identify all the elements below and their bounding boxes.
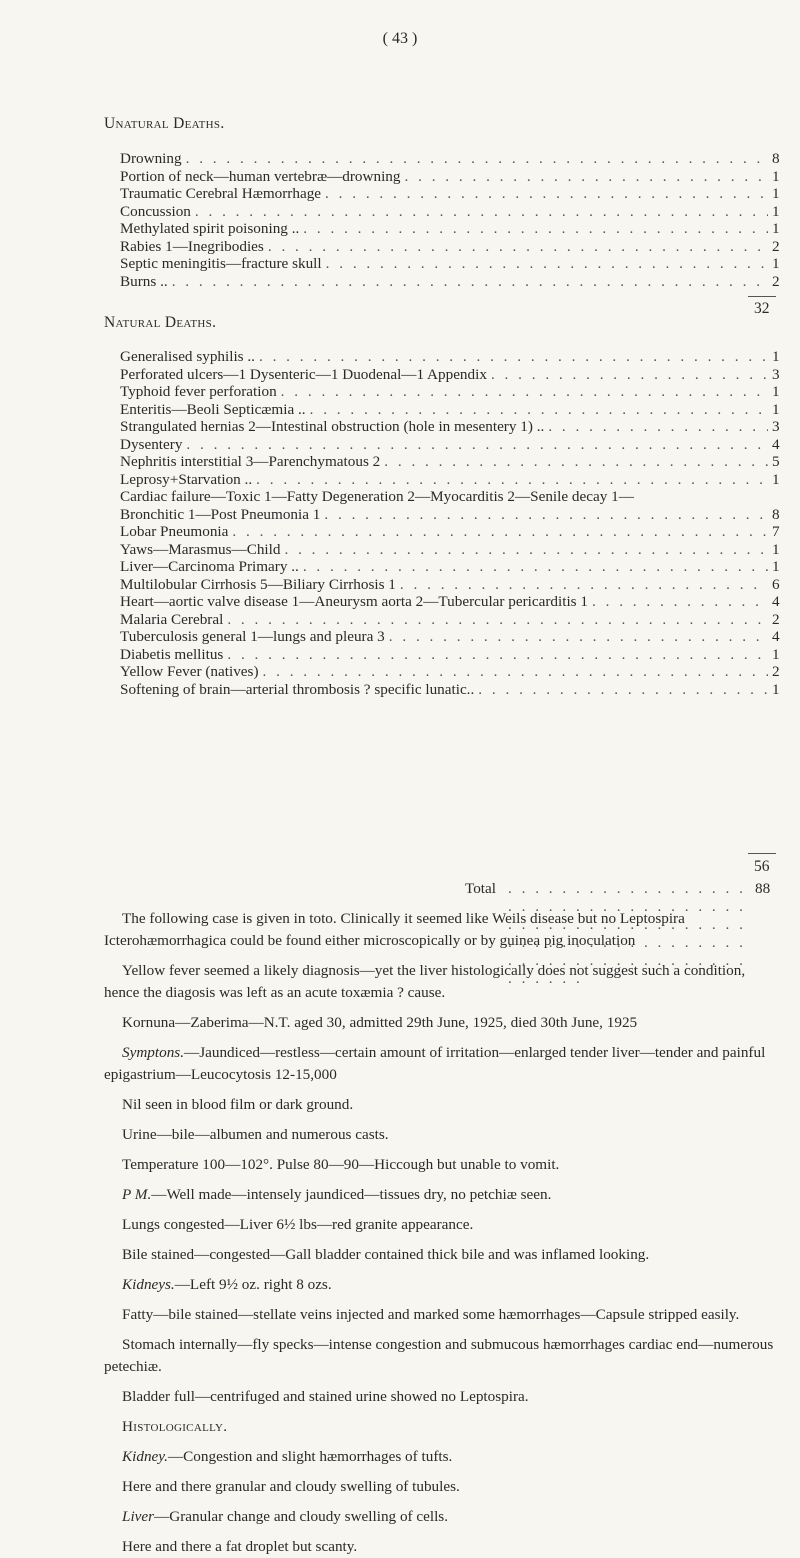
entry-label: Methylated spirit poisoning .. — [120, 220, 300, 237]
list-item — [120, 506, 800, 524]
dot-leader — [325, 185, 768, 203]
dot-leader — [227, 646, 768, 664]
subtotal-rule — [748, 296, 776, 297]
entry-label: Tuberculosis general 1—lungs and pleura 3 — [120, 628, 385, 645]
list-item — [120, 541, 800, 559]
entry-count: 1 — [772, 220, 780, 237]
entry-label: Dysentery — [120, 435, 183, 453]
subtotal-rule — [748, 853, 776, 854]
paragraph: The following case is given in toto. Clinically it seemed like Weils disease but no Leptospira Icterohæmorrhagica could be found either microscopically or by guinea pig inoculation — [104, 910, 685, 949]
list-item — [120, 436, 800, 454]
entry-label: Yaws—Marasmus—Child — [120, 540, 281, 558]
symptoms-text: —Jaundiced—restless—certain amount of irritation—enlarged tender liver—tender and painful epigastrium—Leucocytosis 12-15,000 — [104, 1044, 766, 1083]
dot-leader — [310, 401, 768, 419]
entry-count: 3 — [772, 418, 780, 435]
paragraph: Here and there granular and cloudy swelling of tubules. — [122, 1478, 460, 1495]
entry-count: 1 — [772, 540, 780, 558]
liver-text: —Granular change and cloudy swelling of cells. — [154, 1508, 449, 1525]
entry-count: 1 — [772, 558, 780, 575]
list-item — [120, 220, 800, 238]
dot-leader — [384, 453, 768, 471]
kidney-text: —Congestion and slight hæmorrhages of tufts. — [167, 1448, 453, 1465]
list-item — [120, 203, 800, 221]
paragraph: Fatty—bile stained—stellate veins injected and marked some hæmorrhages—Capsule stripped easily. — [122, 1306, 740, 1323]
paragraph: Nil seen in blood film or dark ground. — [122, 1096, 354, 1113]
case-report — [104, 908, 784, 1558]
list-item — [120, 611, 800, 629]
dot-leader — [186, 150, 768, 168]
paragraph: Urine—bile—albumen and numerous casts. — [122, 1126, 389, 1143]
entry-label: Concussion — [120, 202, 191, 220]
dot-leader — [324, 506, 768, 524]
entry-label: Liver—Carcinoma Primary .. — [120, 558, 299, 575]
entry-count: 1 — [772, 167, 780, 185]
entry-count: 8 — [772, 505, 780, 523]
entry-count: 2 — [772, 610, 780, 628]
entry-label: Generalised syphilis .. — [120, 348, 255, 365]
list-item — [120, 523, 800, 541]
entry-count: 4 — [772, 628, 780, 645]
entry-label: Cardiac failure—Toxic 1—Fatty Degeneration 2—Myocarditis 2—Senile decay 1— — [120, 488, 634, 505]
entry-label: Malaria Cerebral — [120, 610, 224, 628]
dot-leader — [227, 611, 768, 629]
entry-count: 1 — [772, 348, 780, 365]
natural-deaths-list — [120, 348, 800, 698]
entry-count: 2 — [772, 272, 780, 290]
paragraph: Stomach internally—fly specks—intense congestion and submucous hæmorrhages cardiac end—numerous petechiæ. — [104, 1336, 774, 1375]
entry-label: Drowning — [120, 150, 182, 167]
list-item — [120, 593, 800, 611]
entry-count: 1 — [772, 255, 780, 272]
list-item — [120, 628, 800, 646]
paragraph: Kornuna—Zaberima—N.T. aged 30, admitted 29th June, 1925, died 30th June, 1925 — [122, 1014, 638, 1031]
paragraph: Temperature 100—102°. Pulse 80—90—Hiccough but unable to vomit. — [122, 1156, 560, 1173]
entry-count: 1 — [772, 383, 780, 400]
dot-leader — [326, 255, 768, 273]
liver-label: Liver — [122, 1508, 155, 1525]
entry-label: Diabetis mellitus — [120, 645, 224, 663]
paragraph: Bile stained—congested—Gall bladder contained thick bile and was inflamed looking. — [122, 1246, 650, 1263]
entry-count: 5 — [772, 453, 780, 470]
unnatural-deaths-list — [120, 150, 800, 290]
natural-deaths-heading: Natural Deaths. — [104, 314, 217, 331]
pm-text: —Well made—intensely jaundiced—tissues dry, no petchiæ seen. — [151, 1186, 552, 1203]
list-item — [120, 663, 800, 681]
list-item — [120, 273, 800, 291]
dot-leader — [284, 541, 768, 559]
entry-label: Perforated ulcers—1 Dysenteric—1 Duodenal—1 Appendix — [120, 365, 487, 383]
entry-count: 1 — [772, 185, 780, 202]
dot-leader — [491, 366, 768, 384]
dot-leader — [195, 203, 768, 221]
dot-leader — [263, 663, 769, 681]
dot-leader — [303, 558, 768, 576]
dot-leader — [592, 593, 768, 611]
paragraph: Yellow fever seemed a likely diagnosis—yet the liver histologically does not suggest such a condition, hence the diagosis was left as an acute toxæmia ? cause. — [104, 962, 746, 1001]
entry-count: 7 — [772, 523, 780, 540]
entry-label: Portion of neck—human vertebræ—drowning — [120, 167, 401, 185]
dot-leader — [478, 681, 768, 699]
list-item — [120, 418, 800, 436]
paragraph — [104, 1042, 784, 1086]
dot-leader — [256, 471, 768, 489]
dot-leader — [259, 348, 768, 366]
list-item — [120, 488, 800, 506]
dot-leader — [400, 576, 768, 594]
entry-count: 1 — [772, 400, 780, 418]
list-item — [120, 401, 800, 419]
list-item — [120, 646, 800, 664]
entry-count: 1 — [772, 645, 780, 663]
entry-label: Rabies 1—Inegribodies — [120, 237, 264, 255]
entry-label: Softening of brain—arterial thrombosis ? specific lunatic.. — [120, 680, 475, 698]
paragraph — [104, 1506, 784, 1528]
entry-label: Strangulated hernias 2—Intestinal obstruction (hole in mesentery 1) .. — [120, 418, 545, 435]
dot-leader — [281, 383, 768, 401]
entry-count: 2 — [772, 237, 780, 255]
list-item — [120, 150, 800, 168]
list-item — [120, 255, 800, 273]
entry-count: 4 — [772, 435, 780, 453]
dot-leader — [548, 418, 768, 436]
entry-label: Burns .. — [120, 272, 168, 290]
entry-count: 1 — [772, 680, 780, 698]
entry-label: Traumatic Cerebral Hæmorrhage — [120, 185, 322, 202]
kidneys-label: Kidneys. — [122, 1276, 175, 1293]
entry-label: Multilobular Cirrhosis 5—Biliary Cirrhosis 1 — [120, 575, 396, 593]
list-item — [120, 681, 800, 699]
entry-label: Bronchitic 1—Post Pneumonia 1 — [120, 505, 321, 523]
list-item — [120, 348, 800, 366]
entry-label: Yellow Fever (natives) — [120, 663, 259, 680]
dot-leader — [172, 273, 768, 291]
list-item — [120, 453, 800, 471]
list-item — [120, 185, 800, 203]
list-item — [120, 471, 800, 489]
list-item — [120, 558, 800, 576]
dot-leader — [186, 436, 768, 454]
paragraph: Lungs congested—Liver 6½ lbs—red granite appearance. — [122, 1216, 474, 1233]
entry-label: Typhoid fever perforation — [120, 383, 277, 400]
paragraph: Bladder full—centrifuged and stained urine showed no Leptospira. — [122, 1388, 529, 1405]
symptoms-label: Symptons. — [122, 1044, 185, 1061]
dot-leader — [232, 523, 768, 541]
list-item — [120, 366, 800, 384]
entry-label: Septic meningitis—fracture skull — [120, 255, 322, 272]
unnatural-deaths-heading: Unatural Deaths. — [104, 115, 225, 132]
dot-leader — [405, 168, 769, 186]
list-item — [120, 238, 800, 256]
paragraph — [104, 1184, 784, 1206]
entry-count: 2 — [772, 663, 780, 680]
entry-count: 8 — [772, 150, 780, 167]
dot-leader — [389, 628, 768, 646]
entry-count: 1 — [772, 202, 780, 220]
total-value: 88 — [755, 880, 771, 897]
natural-subtotal: 56 — [754, 858, 770, 875]
list-item — [120, 168, 800, 186]
kidney-label: Kidney. — [122, 1448, 168, 1465]
entry-label: Enteritis—Beoli Septicæmia .. — [120, 400, 306, 418]
histology-heading: Histologically. — [122, 1418, 228, 1435]
list-item — [120, 576, 800, 594]
paragraph: Here and there a fat droplet but scanty. — [122, 1538, 358, 1555]
entry-label: Lobar Pneumonia — [120, 523, 229, 540]
paragraph — [104, 1446, 784, 1468]
entry-count: 1 — [772, 470, 780, 488]
entry-label: Leprosy+Starvation .. — [120, 470, 253, 488]
entry-count: 4 — [772, 593, 780, 610]
dot-leader — [268, 238, 768, 256]
paragraph — [104, 1274, 784, 1296]
kidneys-text: —Left 9½ oz. right 8 ozs. — [174, 1276, 332, 1293]
entry-count: 3 — [772, 365, 780, 383]
unnatural-subtotal: 32 — [754, 300, 770, 317]
pm-label: P M. — [122, 1186, 152, 1203]
list-item — [120, 383, 800, 401]
entry-label: Heart—aortic valve disease 1—Aneurysm aorta 2—Tubercular pericarditis 1 — [120, 593, 588, 610]
entry-count: 6 — [772, 575, 780, 593]
entry-label: Nephritis interstitial 3—Parenchymatous 2 — [120, 453, 381, 470]
dot-leader — [303, 220, 768, 238]
page-number: ( 43 ) — [382, 30, 418, 47]
total-label: Total — [465, 880, 496, 897]
